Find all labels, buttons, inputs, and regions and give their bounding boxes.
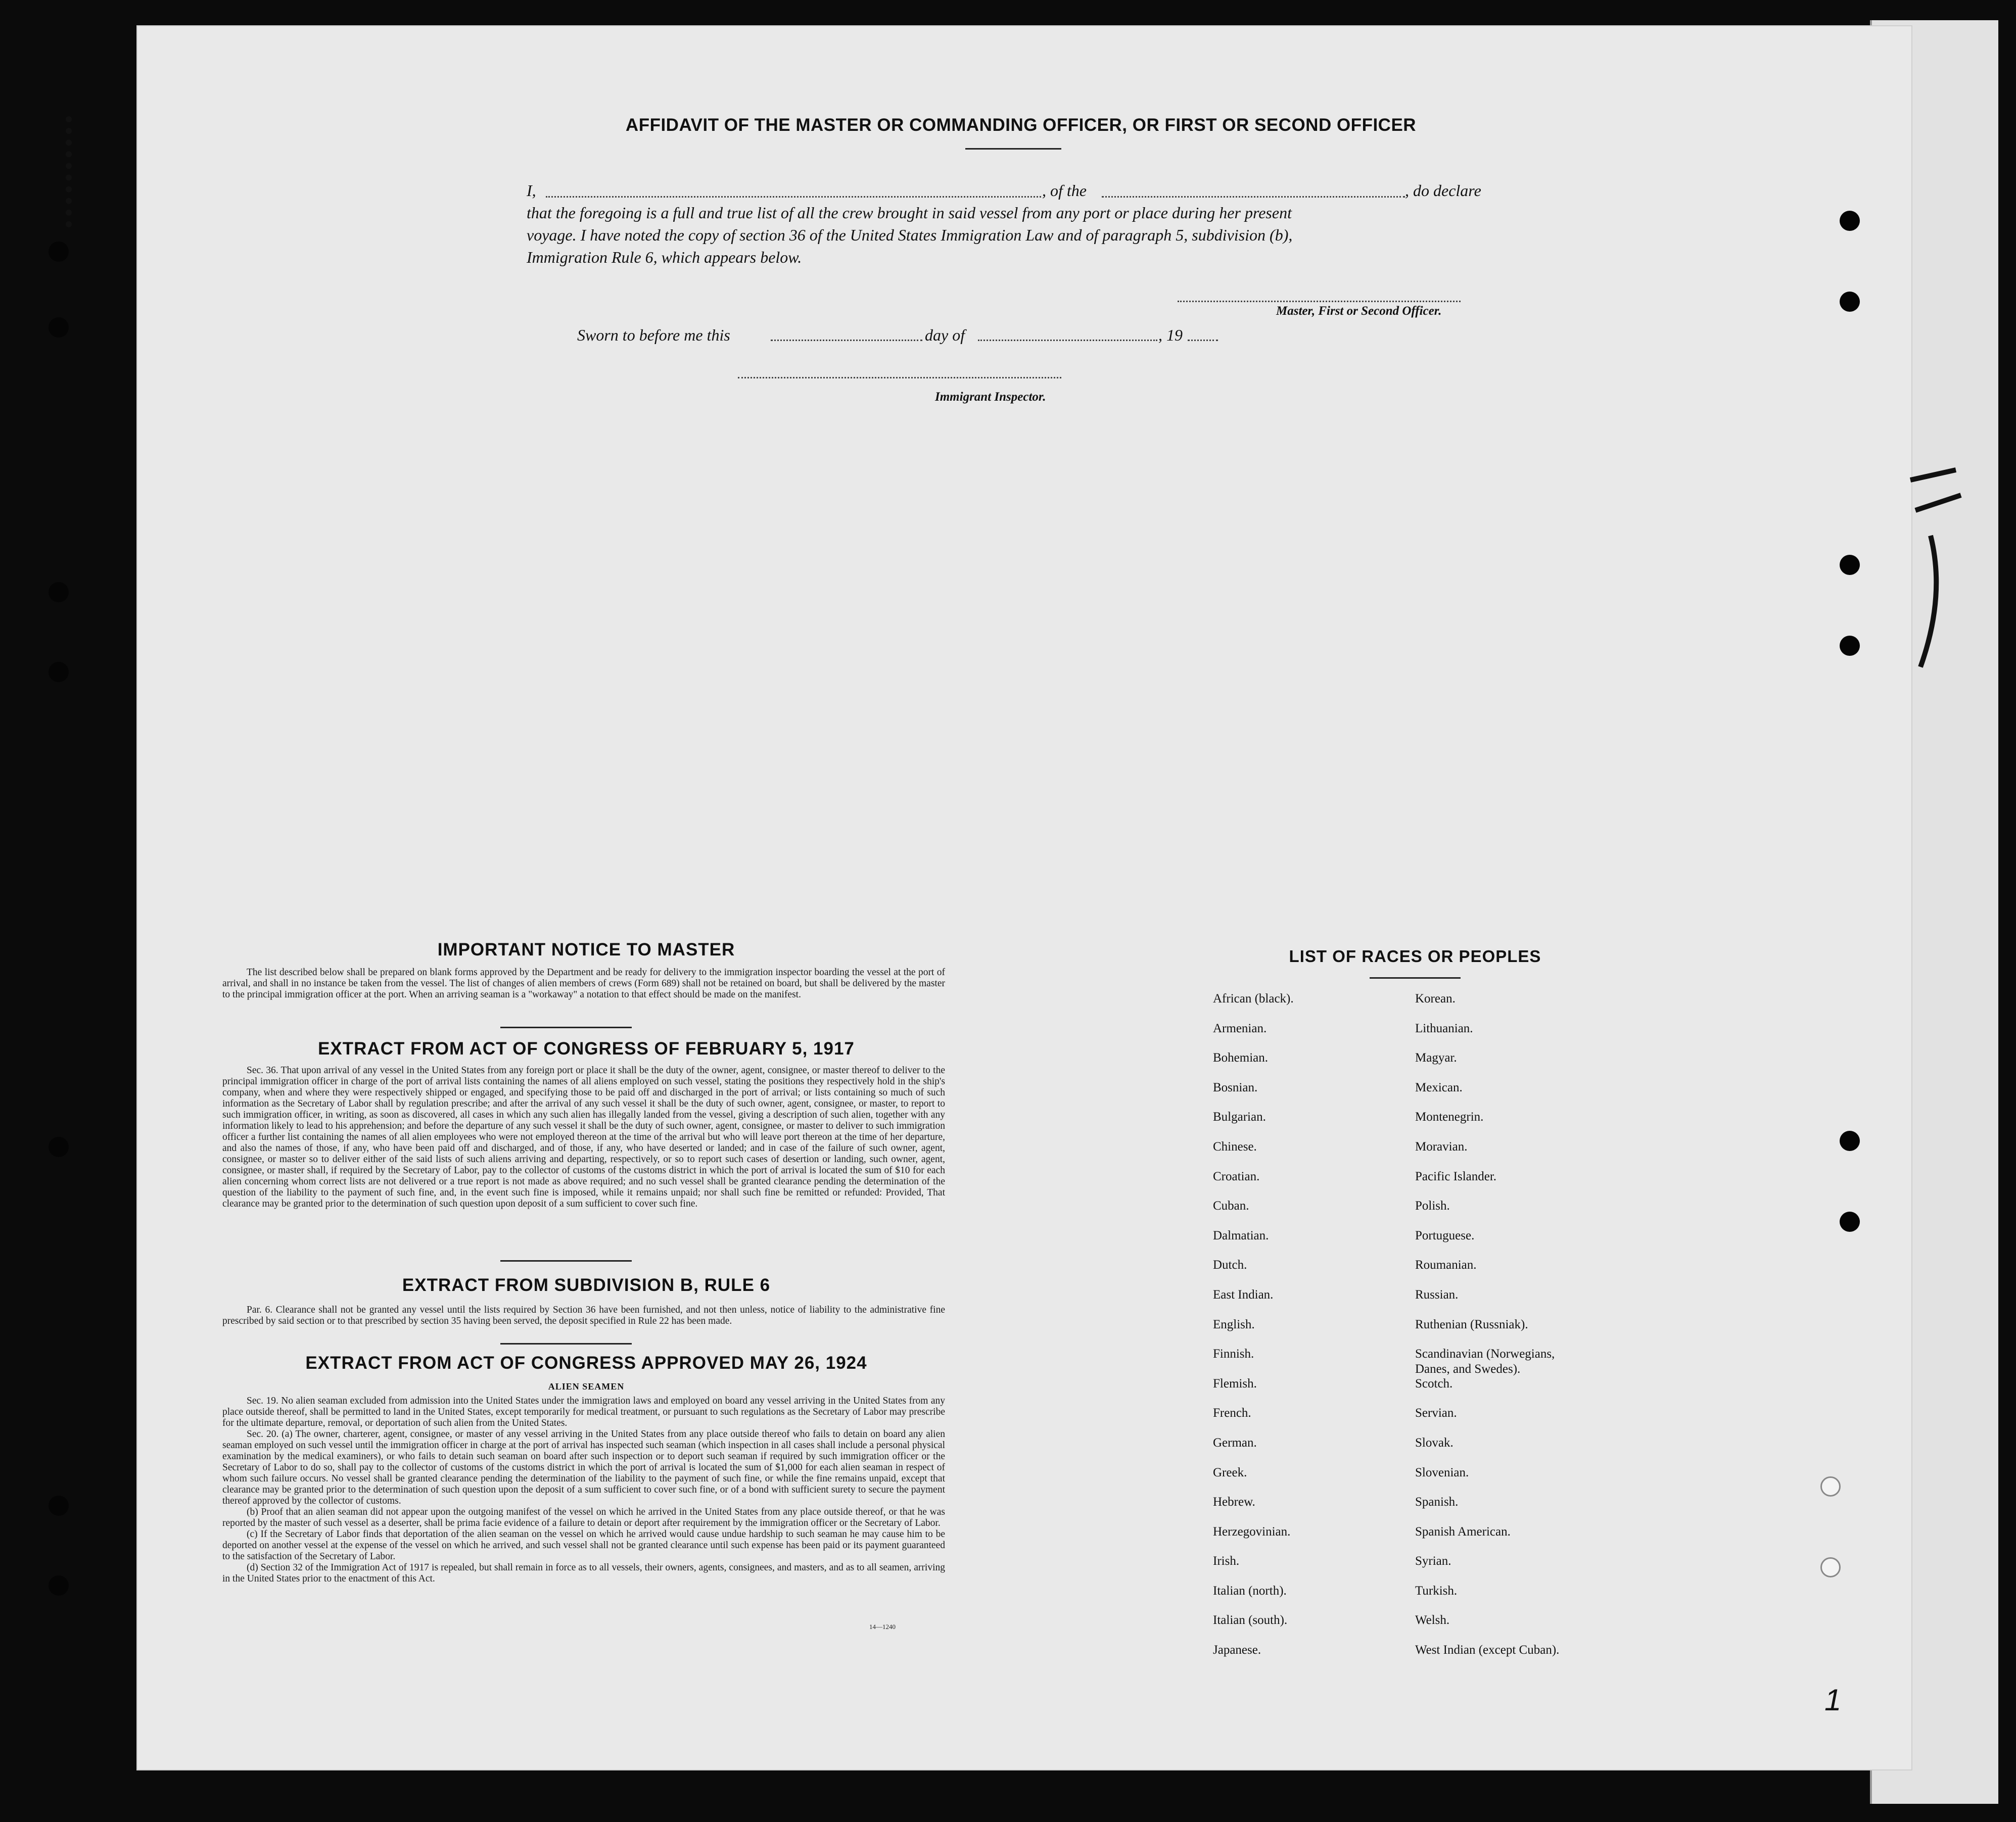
race-item: English. xyxy=(1213,1317,1255,1331)
rule6-text xyxy=(222,1305,945,1327)
punch-hole xyxy=(1840,211,1860,231)
race-item: West Indian (except Cuban). xyxy=(1415,1643,1560,1657)
signature-field[interactable] xyxy=(1178,301,1461,302)
affidavit-line1-start: I, xyxy=(527,181,536,200)
race-item: Bulgarian. xyxy=(1213,1110,1266,1124)
race-item: Lithuanian. xyxy=(1415,1021,1473,1035)
section-divider xyxy=(500,1027,632,1028)
race-item: Croatian. xyxy=(1213,1169,1260,1183)
affidavit-title: AFFIDAVIT OF THE MASTER OR COMMANDING OFFICER, OR FIRST OR SECOND OFFICER xyxy=(625,115,1417,135)
race-item: French. xyxy=(1213,1406,1251,1420)
race-item: Slovenian. xyxy=(1415,1465,1469,1479)
punch-hole xyxy=(1840,292,1860,312)
extract-1924-title: EXTRACT FROM ACT OF CONGRESS APPROVED MAY 26, 1924 xyxy=(305,1353,867,1373)
race-item: Dutch. xyxy=(1213,1258,1247,1272)
race-item: Magyar. xyxy=(1415,1051,1457,1065)
punch-hole xyxy=(49,317,69,338)
vessel-field[interactable] xyxy=(1102,196,1405,198)
race-item: East Indian. xyxy=(1213,1287,1274,1302)
rule6-paragraph: Par. 6. Clearance shall not be granted any vessel until the lists required by Section 36 have been furnished, and not then unless, notice of liability to the administrative fine prescribed by said section or to that prescribed by section 35 having been served, the deposit specified in Rule 22 has been made. xyxy=(222,1305,945,1326)
extract-1924-subtitle: ALIEN SEAMEN xyxy=(548,1381,625,1392)
race-item: Cuban. xyxy=(1213,1199,1249,1213)
punch-hole xyxy=(49,662,69,682)
scan-edge-mark xyxy=(66,116,148,227)
extract-1924-paragraph: (b) Proof that an alien seaman did not appear upon the outgoing manifest of the vessel on which he arrived in the United States from any place outside thereof, or that he was reported by the master of such vessel as a deserter, shall be prima facie evidence of a failure to detain or deport after requirement by the immigration officer or the Secretary of Labor. xyxy=(222,1507,945,1528)
punch-hole xyxy=(49,1137,69,1157)
handwritten-page-mark: 1 xyxy=(1824,1683,1842,1717)
form-code: 14—1240 xyxy=(869,1623,896,1631)
affidavit-line3: voyage. I have noted the copy of section 36 of the United States Immigration Law and of paragraph 5, subdivision (b), xyxy=(527,226,1293,244)
notice-title: IMPORTANT NOTICE TO MASTER xyxy=(437,940,735,960)
sworn-month-field[interactable] xyxy=(978,340,1157,341)
punch-hole xyxy=(1820,1557,1841,1577)
punch-hole xyxy=(49,1575,69,1596)
race-item: Syrian. xyxy=(1415,1554,1451,1568)
sworn-day-field[interactable] xyxy=(771,340,922,341)
race-item: Moravian. xyxy=(1415,1139,1468,1154)
race-item: Bosnian. xyxy=(1213,1080,1258,1094)
races-title: LIST OF RACES OR PEOPLES xyxy=(1289,947,1541,966)
race-item: Slovak. xyxy=(1415,1435,1454,1450)
race-item: Russian. xyxy=(1415,1287,1459,1302)
race-item: Roumanian. xyxy=(1415,1258,1477,1272)
punch-hole xyxy=(1840,1212,1860,1232)
rule6-title: EXTRACT FROM SUBDIVISION B, RULE 6 xyxy=(402,1275,771,1295)
sworn-mid: day of xyxy=(925,326,965,344)
punch-hole xyxy=(49,582,69,602)
race-item: Montenegrin. xyxy=(1415,1110,1484,1124)
race-item: Scandinavian (Norwegians, Danes, and Swedes). xyxy=(1415,1347,1555,1376)
race-item: German. xyxy=(1213,1435,1257,1450)
punch-hole xyxy=(1840,555,1860,575)
title-underline xyxy=(965,148,1061,150)
extract-1924-paragraph: (d) Section 32 of the Immigration Act of 1917 is repealed, but shall remain in force as to all vessels, their owners, agents, consignees, and masters, and as to all seamen, arriving in the United States prior to the enactment of this Act. xyxy=(222,1562,945,1584)
punch-hole xyxy=(49,242,69,262)
sworn-year-field[interactable] xyxy=(1188,340,1218,341)
section-divider xyxy=(500,1260,632,1262)
race-item: Scotch. xyxy=(1415,1376,1453,1391)
races-title-underline xyxy=(1370,977,1461,979)
notice-paragraph: The list described below shall be prepared on blank forms approved by the Department and be ready for delivery to the immigration inspector boarding the vessel at the port of arrival, and shall in no instance be taken from the vessel. The list of changes of alien members of crews (Form 689) shall not be retained on board, but shall be delivered by the master to the principal immigration officer at the port. When an arriving seaman is a "workaway" a notation to that effect should be made on the manifest. xyxy=(222,967,945,1000)
punch-hole xyxy=(1840,1131,1860,1151)
sworn-end: , 19 xyxy=(1158,326,1183,344)
punch-hole xyxy=(1840,636,1860,656)
races-left-column xyxy=(1213,991,1405,1672)
race-item: Spanish. xyxy=(1415,1495,1459,1509)
race-item: Welsh. xyxy=(1415,1613,1450,1627)
sworn-start: Sworn to before me this xyxy=(577,326,730,344)
race-item: African (black). xyxy=(1213,992,1294,1005)
race-item: Portuguese. xyxy=(1415,1228,1475,1242)
race-item: Finnish. xyxy=(1213,1347,1254,1361)
punch-hole xyxy=(49,1496,69,1516)
races-right-column xyxy=(1415,991,1627,1672)
extract-1917-text xyxy=(222,1065,945,1210)
signature-label: Master, First or Second Officer. xyxy=(1276,304,1442,318)
extract-1924-paragraph: Sec. 19. No alien seaman excluded from admission into the United States under the immigration laws and employed on board any vessel arriving in the United States from any place outside thereof, shall be permitted to land in the United States, except temporarily for medical treatment, or pursuant to such regulations as the Secretary of Labor may prescribe for the ultimate departure, removal, or deportation of such alien from the United States. xyxy=(222,1396,945,1428)
race-item: Hebrew. xyxy=(1213,1495,1255,1509)
extract-1917-title: EXTRACT FROM ACT OF CONGRESS OF FEBRUARY 5, 1917 xyxy=(318,1039,855,1059)
affidavit-line1-mid: , of the xyxy=(1042,181,1087,200)
race-item: Servian. xyxy=(1415,1406,1457,1420)
race-item: Herzegovinian. xyxy=(1213,1524,1291,1539)
race-item: Pacific Islander. xyxy=(1415,1169,1497,1183)
extract-1924-text xyxy=(222,1396,945,1585)
race-item: Chinese. xyxy=(1213,1139,1257,1154)
race-item: Italian (north). xyxy=(1213,1584,1287,1598)
race-item: Armenian. xyxy=(1213,1021,1267,1035)
punch-hole xyxy=(1820,1476,1841,1497)
race-item: Ruthenian (Russniak). xyxy=(1415,1317,1528,1331)
race-item: Polish. xyxy=(1415,1199,1450,1213)
extract-1924-paragraph: Sec. 20. (a) The owner, charterer, agent, consignee, or master of any vessel arriving in the United States from any place outside thereof who fails to detain on board any alien seaman employed on such vessel until the immigration officer in charge at the port of arrival has inspected such seaman (which inspection in all cases shall include a personal physical examination by the medical examiners), or who fails to detain such seaman on board after such inspection or to deport such seaman if required by such immigration officer or the Secretary of Labor to do so, shall pay to the collector of customs of the customs district in which the port of arrival is located the sum of $1,000 for each alien seaman in respect of whom such failure occurs. No vessel shall be granted clearance pending the determination of the liability to the payment of such fine, or while the fine remains unpaid, except that clearance may be granted prior to the determination of such question upon the deposit of a sum sufficient to cover such fine, or of a bond with sufficient surety to secure the payment thereof approved by the collector of customs. xyxy=(222,1429,945,1506)
section-divider xyxy=(500,1343,632,1345)
race-item: Greek. xyxy=(1213,1465,1247,1479)
race-item: Japanese. xyxy=(1213,1643,1261,1657)
affidavit-line1-end: , do declare xyxy=(1405,181,1481,200)
inspector-label: Immigrant Inspector. xyxy=(935,390,1046,404)
inspector-field[interactable] xyxy=(738,377,1061,378)
race-item: Flemish. xyxy=(1213,1376,1257,1391)
race-item: Irish. xyxy=(1213,1554,1240,1568)
handwritten-stroke xyxy=(1900,465,1971,677)
race-item: Turkish. xyxy=(1415,1584,1458,1598)
race-item: Italian (south). xyxy=(1213,1613,1288,1627)
race-item: Bohemian. xyxy=(1213,1051,1269,1065)
notice-text xyxy=(222,967,945,1000)
race-item: Mexican. xyxy=(1415,1080,1463,1094)
race-item: Korean. xyxy=(1415,992,1456,1005)
name-field[interactable] xyxy=(546,196,1041,198)
race-item: Spanish American. xyxy=(1415,1524,1511,1539)
extract-1917-paragraph: Sec. 36. That upon arrival of any vessel in the United States from any foreign port or place it shall be the duty of the owner, agent, consignee, or master thereof to deliver to the principal immigration officer in charge of the port of arrival lists containing the names of all aliens employed on such vessel, stating the positions they respectively hold in the ship's company, when and where they were respectively shipped or engaged, and specifying those to be paid off and discharged in the port of arrival; or lists containing so much of such information as the Secretary of Labor shall by regulation prescribe; and after the arrival of any such vessel it shall be the duty of such owner, agent, consignee, or master, to report to such immigration officer, in writing, as soon as discovered, all cases in which any such alien has illegally landed from the vessel, giving a description of such alien, together with any information likely to lead to his apprehension; and before the departure of any such vessel it shall be the duty of such owner, agent, consignee, or master to deliver to such immigration officer a further list containing the names of all alien employees who were not employed thereon at the time of the arrival but who will leave port thereon at the time of her departure, and also the names of those, if any, who have been paid off and discharged, and of those, if any, who have deserted or landed; and in case of the failure of such owner, agent, consignee, or master so to deliver either of the said lists of such aliens arriving and departing, respectively, or so to report such cases of desertion or landing, such owner, agent, consignee, or master shall, if required by the Secretary of Labor, pay to the collector of customs of the customs district in which the port of arrival is located the sum of $10 for each alien concerning whom correct lists are not delivered or a true report is not made as above required; and no such vessel shall be granted clearance pending the determination of the question of the liability to the payment of such fine, and, in the event such fine is imposed, while it remains unpaid; nor shall such fine be remitted or refunded: Provided, That clearance may be granted prior to the determination of such question upon deposit of a sum sufficient to cover such fine. xyxy=(222,1065,945,1209)
affidavit-line2: that the foregoing is a full and true list of all the crew brought in said vessel from any port or place during her present xyxy=(527,204,1292,222)
race-item: Dalmatian. xyxy=(1213,1228,1269,1242)
affidavit-line4: Immigration Rule 6, which appears below. xyxy=(527,248,802,266)
extract-1924-paragraph: (c) If the Secretary of Labor finds that deportation of the alien seaman on the vessel on which he arrived would cause undue hardship to such seaman he may cause him to be deported on another vessel at the expense of the vessel on which he arrived, and such vessel shall not be granted clearance until such expense has been paid or its payment guaranteed to the satisfaction of the Secretary of Labor. xyxy=(222,1529,945,1562)
